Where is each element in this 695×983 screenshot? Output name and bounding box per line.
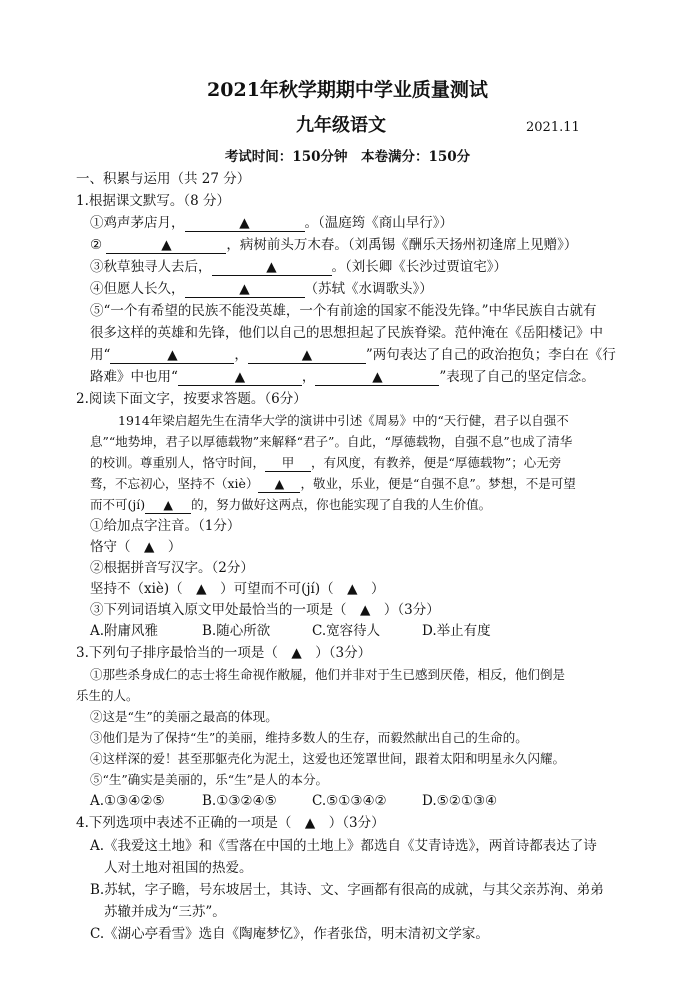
exam-info: 考试时间：150分钟 本卷满分：150分 (224, 149, 471, 165)
q1-line-5: ⑤“一个有希望的民族不能没英雄，一个有前途的国家不能没先锋。”中华民族自古就有 (90, 303, 597, 319)
section-heading: 一、积累与运用（共 27 分） (76, 171, 251, 187)
q1-line-7: 用“ ▲ ， ▲ ”两句表达了自己的政治抱负；李白在《行 (90, 347, 616, 363)
q2-passage-3: 的校训。尊重别人，恪守时间， 甲 ，有风度，有教养，便是“厚德载物”；心无旁 (90, 455, 562, 470)
q3-stem: 3.下列句子排序最恰当的一项是（ ▲ ）（3分） (76, 645, 372, 661)
exam-date: 2021.11 (526, 120, 580, 135)
q2-passage-1: 1914年梁启超先生在清华大学的演讲中引述《周易》中的“天行健，君子以自强不 (118, 413, 569, 428)
q2-stem: 2.阅读下面文字，按要求答题。（6分） (76, 391, 307, 407)
q3-sentence-4: ④这样深的爱！甚至那躯壳化为泥土，这爱也还笼罩世间，跟着太阳和明星永久闪耀。 (90, 751, 566, 766)
q4-option-b-line1[interactable]: B.苏轼，字子瞻，号东坡居士，其诗、文、字画都有很高的成就，与其父亲苏洵、弟弟 (90, 882, 604, 898)
q1-line-3: ③秋草独寻人去后， ▲ 。（刘长卿《长沙过贾谊宅》） (90, 259, 507, 275)
q3-sentence-1a: ①那些杀身成仁的志士将生命视作敝屣，他们并非对于生已感到厌倦，相反，他们倒是 (90, 667, 566, 682)
answer-blank[interactable]: ▲ (106, 237, 226, 254)
answer-blank[interactable]: ▲ (315, 369, 439, 386)
answer-blank[interactable]: ▲ (185, 215, 305, 232)
q2-sub3: ③下列词语填入原文甲处最恰当的一项是（ ▲ ）（3分） (90, 602, 440, 618)
q2-sub1: ①给加点字注音。（1分） (90, 518, 241, 534)
q1-line-6: 很多这样的英雄和先锋，他们以自己的思想担起了民族脊梁。范仲淹在《岳阳楼记》中 (90, 325, 603, 341)
q1-line-1: ①鸡声茅店月， ▲ 。（温庭筠《商山早行》） (90, 215, 453, 231)
answer-blank[interactable]: ▲ (258, 476, 300, 493)
q2-option-a[interactable]: A.附庸风雅 (90, 623, 159, 639)
page-title: 2021年秋学期期中学业质量测试 (207, 79, 488, 101)
q4-option-a-line2: 人对土地对祖国的热爱。 (104, 860, 253, 876)
q3-sentence-2: ②这是“生”的美丽之最高的体现。 (90, 709, 278, 724)
q3-sentence-1b: 乐生的人。 (76, 688, 139, 703)
q2-passage-2: 息”“地势坤，君子以厚德载物”来解释“君子”。自此，“厚德载物，自强不息”也成了清华 (90, 434, 573, 449)
q3-option-d[interactable]: D.⑤②①③④ (422, 793, 498, 809)
q4-stem: 4.下列选项中表述不正确的一项是（ ▲ ）（3分） (76, 815, 385, 831)
q2-sub2: ②根据拼音写汉字。（2分） (90, 560, 254, 576)
q2-passage-4: 骛，不忘初心，坚持不（xiè） ▲ ，敬业，乐业，便是“自强不息”。梦想，不是可望 (90, 476, 576, 491)
q2-sub2-answer[interactable]: 坚持不（xiè)（ ▲ ）可望而不可(jí)（ ▲ ） (90, 581, 385, 597)
q3-sentence-5: ⑤“生”确实是美丽的，乐“生”是人的本分。 (90, 772, 329, 787)
q1-line-4: ④但愿人长久， ▲ （苏轼《水调歌头》） (90, 281, 433, 297)
q2-option-c[interactable]: C.宽容待人 (312, 623, 381, 639)
q2-sub1-answer[interactable]: 恪守（ ▲ ） (90, 539, 182, 555)
q1-line-8: 路难》中也用“ ▲ ， ▲ ”表现了自己的坚定信念。 (90, 369, 595, 385)
q2-passage-5: 而不可(jí) ▲ 的，努力做好这两点，你也能实现了自我的人生价值。 (90, 497, 492, 512)
answer-blank[interactable]: ▲ (185, 281, 305, 298)
answer-blank[interactable]: ▲ (212, 259, 332, 276)
q1-line-2: ② ▲ ，病树前头万木春。（刘禹锡《酬乐天扬州初逢席上见赠》） (90, 237, 578, 253)
q4-option-b-line2: 苏辙并成为“三苏”。 (104, 904, 226, 920)
answer-blank[interactable]: ▲ (110, 347, 234, 364)
q4-option-a-line1[interactable]: A.《我爱这土地》和《雪落在中国的土地上》都选自《艾青诗选》，两首诗都表达了诗 (90, 838, 597, 854)
q3-sentence-3: ③他们是为了保持“生”的美丽，维持多数人的生存，而毅然献出自己的生命的。 (90, 730, 528, 745)
answer-blank[interactable]: ▲ (248, 347, 366, 364)
answer-blank[interactable]: ▲ (145, 497, 191, 514)
q3-option-c[interactable]: C.⑤①③④② (312, 793, 387, 809)
q2-option-b[interactable]: B.随心所欲 (202, 623, 271, 639)
q1-stem: 1.根据课文默写。（8 分） (76, 193, 231, 209)
answer-blank[interactable]: ▲ (178, 369, 302, 386)
blank-jia[interactable]: 甲 (265, 455, 311, 472)
q4-option-c[interactable]: C.《湖心亭看雪》选自《陶庵梦忆》，作者张岱，明末清初文学家。 (90, 926, 489, 942)
q3-option-b[interactable]: B.①③②④⑤ (202, 793, 277, 809)
q3-option-a[interactable]: A.①③④②⑤ (90, 793, 165, 809)
page-subtitle: 九年级语文 (296, 115, 386, 136)
q2-option-d[interactable]: D.举止有度 (422, 623, 491, 639)
